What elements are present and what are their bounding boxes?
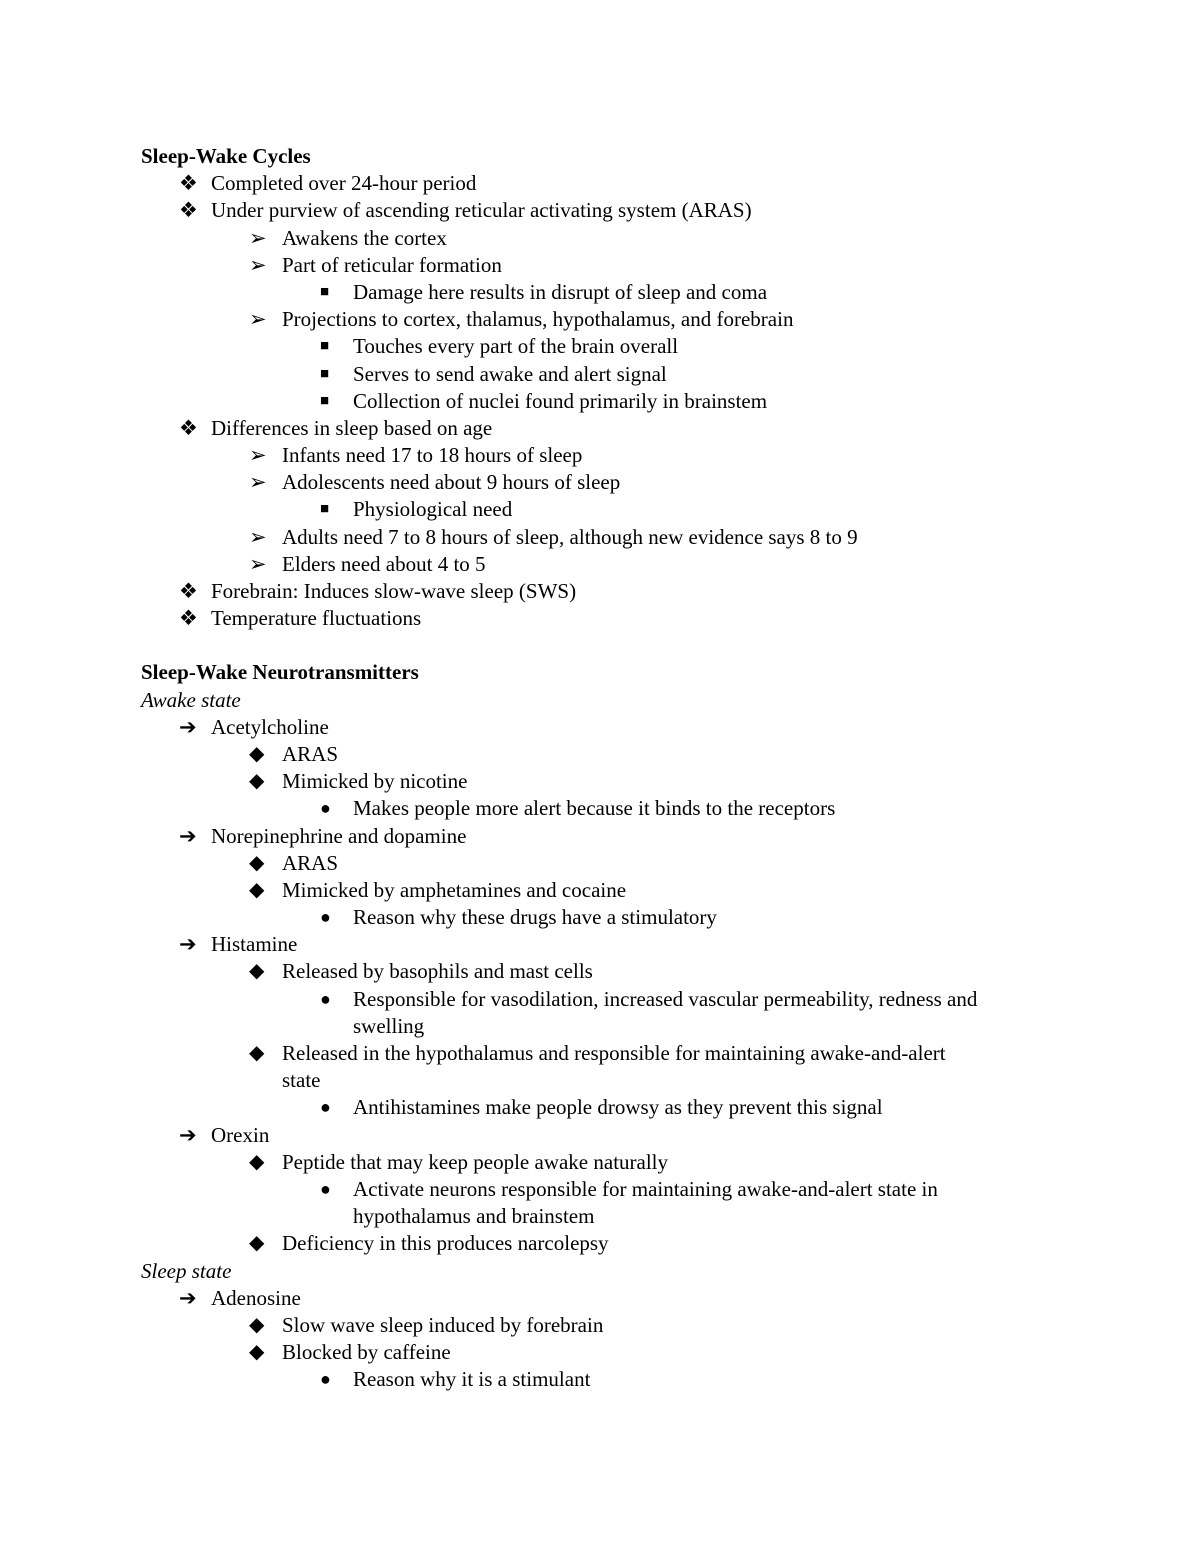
list-item [0, 252, 1200, 279]
bullet-diamond-icon: ◆ [249, 742, 265, 765]
blank-line [0, 632, 1200, 659]
bullet-diamond-star-icon: ❖ [179, 171, 198, 196]
subheading-awake-state: Awake state [141, 687, 241, 712]
bullet-dot-icon: ● [320, 1178, 331, 1199]
list-item [0, 225, 1200, 252]
list-item [0, 551, 1200, 578]
list-item-text: Adults need 7 to 8 hours of sleep, although new evidence says 8 to 9 [282, 524, 858, 549]
list-item-text: Damage here results in disrupt of sleep and coma [353, 279, 768, 304]
bullet-diamond-icon: ◆ [249, 960, 265, 983]
list-item [0, 1366, 1200, 1393]
list-item [0, 741, 1200, 768]
bullet-diamond-star-icon: ❖ [179, 198, 198, 223]
list-item-text: ARAS [282, 741, 339, 766]
list-item [0, 1094, 1200, 1121]
list-item [0, 361, 1200, 388]
bullet-arrowhead-icon: ➢ [249, 225, 267, 250]
bullet-dot-icon: ● [320, 1369, 331, 1390]
list-item-continuation [0, 1013, 1200, 1040]
list-item-text: Histamine [211, 932, 298, 957]
list-item [0, 524, 1200, 551]
list-item-text: Activate neurons responsible for maintaining awake-and-alert state in [353, 1176, 938, 1201]
list-item-text: state [282, 1068, 321, 1093]
list-item [0, 1040, 1200, 1067]
list-item [0, 1339, 1200, 1366]
list-item-text: Projections to cortex, thalamus, hypothalamus, and forebrain [282, 307, 794, 332]
bullet-diamond-icon: ◆ [249, 1313, 265, 1336]
subheading-sleep-state: Sleep state [141, 1258, 232, 1283]
list-item-text: Norepinephrine and dopamine [211, 823, 467, 848]
bullet-diamond-icon: ◆ [249, 1341, 265, 1364]
list-item-text: Temperature fluctuations [211, 606, 422, 631]
list-item [0, 1176, 1200, 1203]
list-item [0, 1312, 1200, 1339]
list-item [0, 333, 1200, 360]
bullet-diamond-icon: ◆ [249, 770, 265, 793]
list-item [0, 496, 1200, 523]
list-item-text: Antihistamines make people drowsy as they prevent this signal [353, 1095, 883, 1120]
list-item-text: hypothalamus and brainstem [353, 1204, 595, 1229]
list-item-text: Collection of nuclei found primarily in brainstem [353, 388, 768, 413]
bullet-dot-icon: ● [320, 1097, 331, 1118]
list-item-text: Serves to send awake and alert signal [353, 361, 667, 386]
list-item [0, 197, 1200, 224]
bullet-diamond-star-icon: ❖ [179, 606, 198, 631]
bullet-arrowhead-icon: ➢ [249, 470, 267, 495]
section-title-neurotransmitters: Sleep-Wake Neurotransmitters [141, 660, 419, 685]
list-item [0, 958, 1200, 985]
bullet-diamond-icon: ◆ [249, 1232, 265, 1255]
bullet-dot-icon: ● [320, 907, 331, 928]
notes-content [0, 143, 1200, 1393]
bullet-dot-icon: ● [320, 988, 331, 1009]
list-item [0, 1285, 1200, 1312]
list-item-continuation [0, 1067, 1200, 1094]
list-item [0, 415, 1200, 442]
list-item-text: Mimicked by amphetamines and cocaine [282, 877, 627, 902]
list-item-text: Acetylcholine [211, 714, 329, 739]
bullet-diamond-star-icon: ❖ [179, 415, 198, 440]
list-item-text: Peptide that may keep people awake naturally [282, 1149, 669, 1174]
section-title-sleep-wake-cycles: Sleep-Wake Cycles [141, 144, 311, 168]
list-item-text: Completed over 24-hour period [211, 171, 477, 196]
list-item-text: Mimicked by nicotine [282, 769, 468, 794]
list-item [0, 986, 1200, 1013]
list-item-text: ARAS [282, 850, 339, 875]
bullet-diamond-icon: ◆ [249, 851, 265, 874]
bullet-diamond-star-icon: ❖ [179, 579, 198, 603]
bullet-square-icon: ■ [320, 283, 330, 300]
bullet-arrow-icon: ➔ [179, 714, 197, 739]
list-item [0, 1230, 1200, 1257]
list-item [0, 170, 1200, 197]
list-item-text: Under purview of ascending reticular activating system (ARAS) [211, 198, 752, 223]
list-item-continuation [0, 1203, 1200, 1230]
list-item [0, 442, 1200, 469]
bullet-square-icon: ■ [320, 501, 330, 518]
list-item [0, 768, 1200, 795]
bullet-arrowhead-icon: ➢ [249, 551, 267, 576]
list-item [0, 850, 1200, 877]
list-item-text: Responsible for vasodilation, increased vascular permeability, redness and [353, 986, 978, 1011]
bullet-arrow-icon: ➔ [179, 932, 197, 957]
list-item-text: Part of reticular formation [282, 252, 502, 277]
list-item [0, 306, 1200, 333]
list-item-text: Infants need 17 to 18 hours of sleep [282, 443, 583, 468]
list-item [0, 469, 1200, 496]
list-item [0, 578, 1200, 605]
list-item-text: Elders need about 4 to 5 [282, 551, 486, 576]
list-item-text: Adolescents need about 9 hours of sleep [282, 470, 621, 495]
list-item-text: swelling [353, 1013, 425, 1038]
list-item-text: Blocked by caffeine [282, 1340, 451, 1365]
bullet-arrowhead-icon: ➢ [249, 524, 267, 549]
list-item-text: Reason why it is a stimulant [353, 1367, 591, 1392]
list-item-text: Released in the hypothalamus and responsible for maintaining awake-and-alert [282, 1041, 946, 1065]
bullet-arrow-icon: ➔ [179, 823, 197, 848]
list-item [0, 1149, 1200, 1176]
list-item-text: Deficiency in this produces narcolepsy [282, 1231, 609, 1256]
bullet-square-icon: ■ [320, 338, 330, 355]
bullet-arrowhead-icon: ➢ [249, 443, 267, 468]
list-item-text: Awakens the cortex [282, 225, 447, 250]
bullet-diamond-icon: ◆ [249, 1042, 265, 1064]
list-item [0, 795, 1200, 822]
list-item-text: Reason why these drugs have a stimulatory [353, 905, 717, 930]
bullet-arrow-icon: ➔ [179, 1285, 197, 1310]
list-item-text: Slow wave sleep induced by forebrain [282, 1312, 604, 1337]
list-item-text: Touches every part of the brain overall [353, 334, 679, 359]
list-item [0, 877, 1200, 904]
list-item-text: Adenosine [211, 1285, 301, 1310]
bullet-square-icon: ■ [320, 392, 330, 409]
list-item-text: Orexin [211, 1122, 270, 1147]
list-item-text: Forebrain: Induces slow-wave sleep (SWS) [211, 579, 577, 603]
list-item [0, 931, 1200, 958]
list-item [0, 279, 1200, 306]
bullet-arrow-icon: ➔ [179, 1122, 197, 1147]
list-item-text: Makes people more alert because it binds to the receptors [353, 796, 836, 821]
bullet-diamond-icon: ◆ [249, 1150, 265, 1173]
bullet-dot-icon: ● [320, 798, 331, 819]
list-item [0, 388, 1200, 415]
bullet-square-icon: ■ [320, 365, 330, 382]
list-item [0, 1122, 1200, 1149]
list-item [0, 904, 1200, 931]
list-item-text: Differences in sleep based on age [211, 415, 493, 440]
bullet-diamond-icon: ◆ [249, 878, 265, 901]
bullet-arrowhead-icon: ➢ [249, 252, 267, 277]
bullet-arrowhead-icon: ➢ [249, 307, 267, 332]
list-item [0, 605, 1200, 632]
list-item [0, 714, 1200, 741]
list-item [0, 823, 1200, 850]
list-item-text: Physiological need [353, 497, 513, 522]
list-item-text: Released by basophils and mast cells [282, 959, 593, 984]
